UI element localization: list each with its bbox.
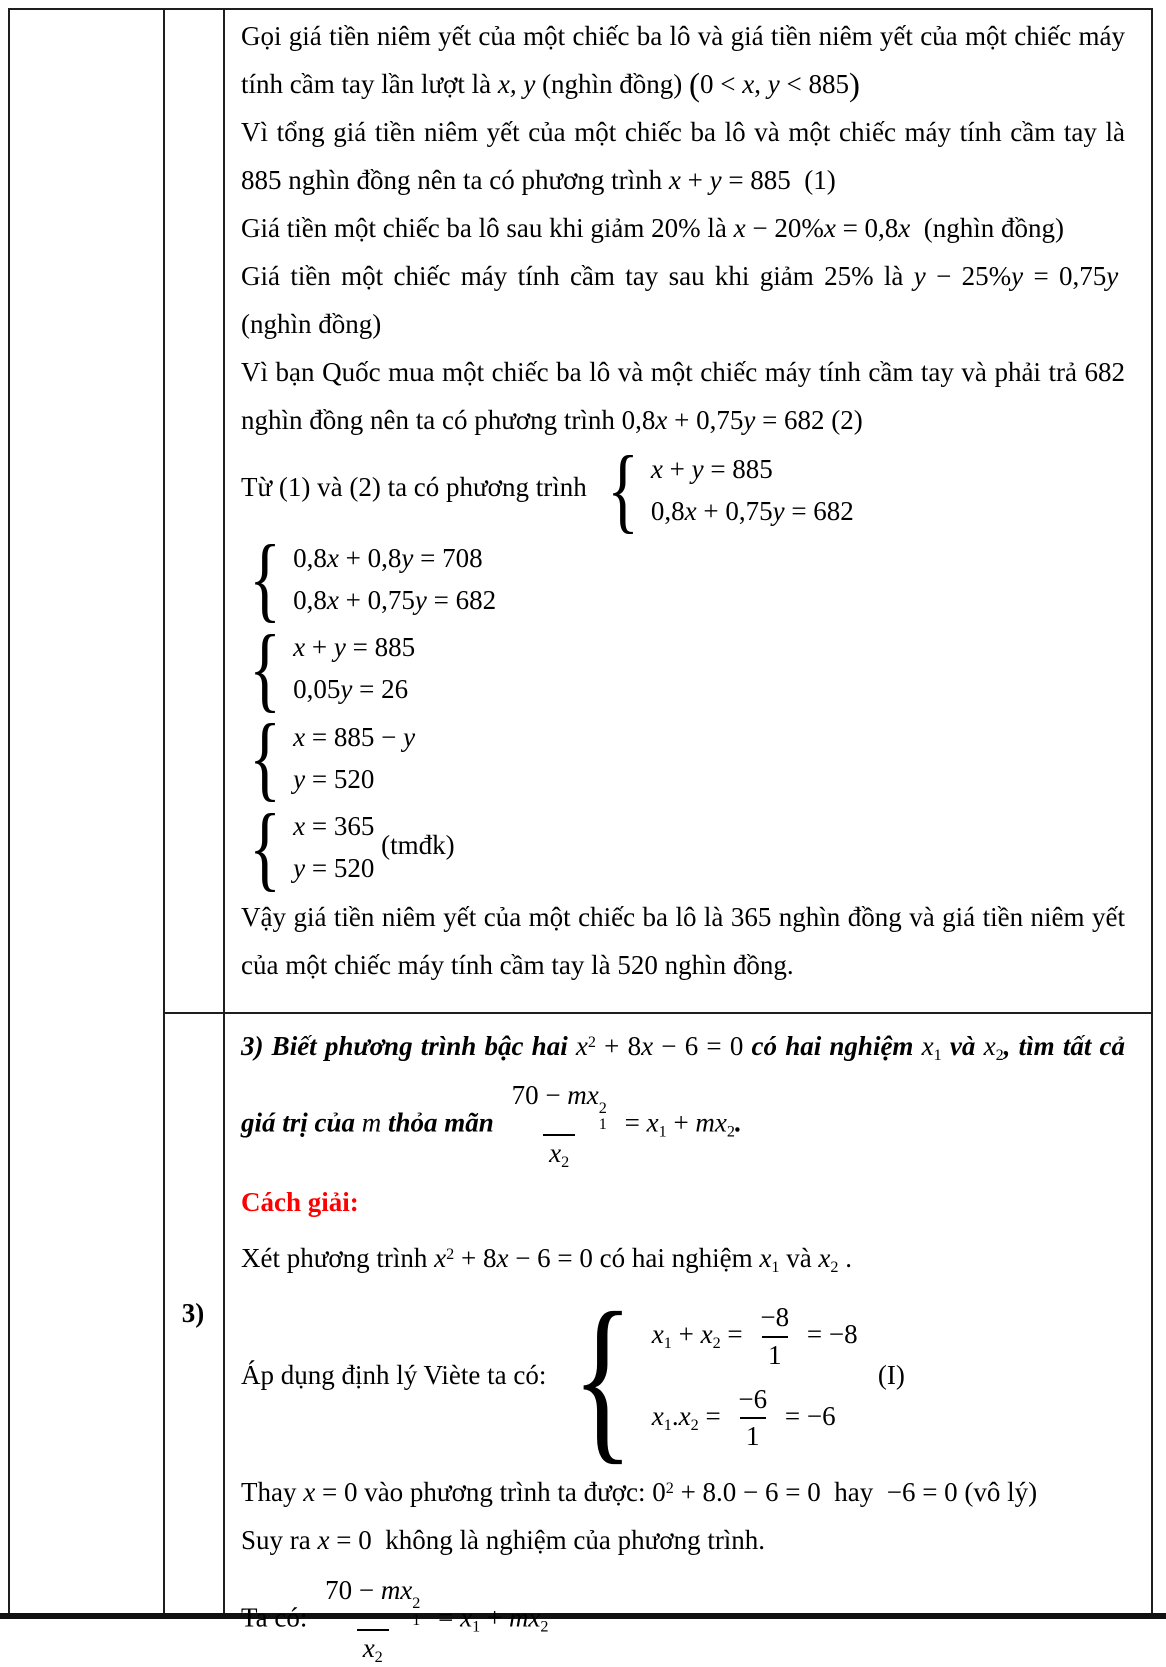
text-run: x: [759, 1243, 772, 1274]
equation-system: [560, 1273, 858, 1480]
text-run: x: [575, 1031, 588, 1062]
para-calculator-discount: [241, 252, 1125, 348]
solution-problem-3-content: [241, 1018, 1125, 1666]
text-run: x: [684, 495, 697, 526]
text-run: x: [496, 1243, 509, 1274]
text-run: x, y: [497, 69, 536, 99]
text-run: < 885: [779, 69, 849, 99]
stacked-sub-sup: 2 1: [598, 1098, 607, 1134]
text-run: y: [1011, 261, 1024, 291]
text-run: x: [434, 1243, 447, 1274]
equation-system: [243, 793, 375, 900]
text-run: − 6 = 0 có hai nghiệm: [508, 1243, 760, 1274]
para-define-variables: [241, 12, 1125, 108]
text-run: −8: [760, 1302, 790, 1332]
text-run: (: [689, 67, 701, 104]
text-run: =: [720, 1318, 750, 1349]
text-run: + 8: [595, 1031, 642, 1062]
text-run: mx: [380, 1575, 413, 1606]
text-run: x: [678, 1400, 691, 1431]
text-run: (tmđk): [374, 829, 455, 860]
para-problem-3-statement: [241, 1018, 1125, 1172]
system-equation-line: [293, 626, 415, 668]
text-run: (nghìn đồng): [535, 69, 690, 99]
system-equation-line: [293, 537, 496, 579]
text-run: x: [362, 1633, 375, 1664]
system-equation-line: [652, 1296, 858, 1378]
system-brace: {: [572, 1273, 634, 1480]
text-run: − 20%: [745, 213, 824, 243]
text-run: y: [414, 585, 427, 616]
text-run: +: [662, 453, 692, 484]
fraction: [754, 1301, 795, 1373]
text-run: = 0,8: [835, 213, 899, 243]
text-run: 0,05: [293, 674, 341, 705]
text-run: x: [983, 1031, 996, 1062]
system-brace: {: [249, 704, 281, 811]
text-run: 0 <: [700, 69, 743, 99]
text-run: Thay: [241, 1477, 304, 1508]
text-run: 2: [561, 1152, 570, 1171]
text-run: = 365: [305, 811, 375, 842]
text-run: mx: [695, 1107, 727, 1138]
para-system-solution: [241, 793, 1125, 900]
text-run: 2: [995, 1045, 1004, 1064]
system-equation-line: [293, 579, 496, 621]
text-run: Vậy giá tiền niêm yết của một chiếc ba lô là 365 nghìn đồng và giá tiền niêm yết của một chiếc máy tính cầm tay là 520 nghìn đồng.: [241, 901, 1125, 980]
text-run: ,: [754, 69, 768, 99]
text-run: y: [293, 853, 306, 884]
text-run: x: [818, 1243, 831, 1274]
system-brace: {: [249, 793, 281, 900]
system-equation-line: [651, 490, 854, 532]
text-run: Gọi giá tiền niêm yết của một chiếc ba lô và giá tiền niêm yết của một chiếc máy tính cầm tay lần lượt là: [241, 21, 1125, 99]
text-run: = 682: [784, 495, 854, 526]
text-run: −6: [738, 1383, 768, 1414]
text-run: + 0,8: [338, 543, 402, 574]
text-run: = −6: [778, 1400, 836, 1431]
text-run: =: [698, 1400, 728, 1431]
table-row-divider: [163, 1012, 1153, 1014]
para-system-step-2: [241, 525, 1125, 632]
text-run: 2: [830, 1257, 839, 1276]
system-equation-line: [293, 758, 415, 800]
text-run: Vì tổng giá tiền niêm yết của một chiếc ba lô và một chiếc máy tính cầm tay là 885 nghìn đồng nên ta có phương trình: [241, 117, 1125, 195]
text-run: .: [838, 1243, 852, 1274]
text-run: có hai nghiệm: [743, 1031, 922, 1062]
para-equation-1: [241, 108, 1125, 204]
fraction: [319, 1574, 426, 1667]
text-run: = 885 (1): [721, 165, 836, 195]
table-border-right: [1151, 8, 1153, 1615]
text-run: Giá tiền một chiếc ba lô sau khi giảm 20% là: [241, 213, 734, 243]
text-run: = 885: [703, 453, 773, 484]
text-run: y: [403, 721, 416, 752]
text-run: Vì bạn Quốc mua một chiếc ba lô và một chiếc máy tính cầm tay và phải trả 682 nghìn đồng nên ta có phương trình 0,8: [241, 357, 1125, 435]
text-run: 1: [658, 1122, 667, 1141]
text-run: 2: [690, 1415, 699, 1434]
text-run: = −8: [800, 1318, 858, 1349]
text-run: y: [691, 453, 704, 484]
text-run: = 0 vào phương trình ta được: 0: [315, 1477, 666, 1508]
text-run: y: [743, 405, 756, 435]
text-run: x: [326, 585, 339, 616]
text-run: x: [293, 721, 306, 752]
text-run: = 0 không là nghiệm của phương trình.: [329, 1525, 766, 1556]
text-run: +: [680, 165, 710, 195]
table-border-left: [8, 8, 10, 1615]
text-run: x: [646, 1107, 659, 1138]
text-run: y: [401, 543, 414, 574]
text-run: x: [668, 165, 681, 195]
text-run: và: [941, 1031, 984, 1062]
text-run: = 885 −: [305, 721, 404, 752]
text-run: x: [460, 1602, 473, 1633]
text-run: (nghìn đồng): [241, 261, 1126, 339]
text-run: y: [767, 69, 780, 99]
para-main-fraction: [241, 1574, 1125, 1667]
table-column-divider-2: [223, 8, 225, 1615]
equation-system: [243, 525, 497, 632]
text-run: = 682: [426, 585, 497, 616]
text-run: y: [772, 495, 785, 526]
solution-problem-2-content: [241, 12, 1125, 1010]
text-run: mx: [508, 1602, 541, 1633]
para-equation-2: [241, 348, 1125, 444]
text-run: x: [655, 405, 668, 435]
text-run: + 8.0 − 6 = 0 hay −6 = 0 (vô lý): [673, 1477, 1038, 1508]
system-equation-line: [652, 1378, 858, 1460]
text-run: x: [651, 1318, 664, 1349]
text-run: x: [921, 1031, 934, 1062]
system-equation-line: [293, 805, 374, 847]
text-run: 1: [771, 1257, 780, 1276]
text-run: 3) Biết phương trình bậc hai: [241, 1031, 576, 1062]
text-run: 1: [663, 1333, 672, 1352]
text-run: − 6 = 0: [653, 1031, 744, 1062]
text-run: + 8: [454, 1243, 497, 1274]
text-run: x: [326, 543, 339, 574]
text-run: 2: [446, 1245, 455, 1263]
text-run: y: [1106, 261, 1119, 291]
para-system-step-4: [241, 704, 1125, 811]
text-run: 2: [540, 1617, 549, 1636]
text-run: = 708: [413, 543, 483, 574]
text-run: .: [671, 1400, 679, 1431]
para-solution-heading: [241, 1178, 1125, 1226]
text-run: x: [742, 69, 755, 99]
text-run: x: [641, 1031, 654, 1062]
text-run: 1: [746, 1421, 760, 1452]
text-run: = 520: [305, 763, 375, 794]
text-run: (nghìn đồng): [910, 213, 1065, 243]
text-run: 1: [933, 1045, 942, 1064]
text-run: = 0,75: [1023, 261, 1107, 291]
text-run: − 25%: [925, 261, 1012, 291]
text-run: y: [333, 632, 346, 663]
text-run: Suy ra: [241, 1525, 318, 1556]
system-equation-line: [293, 668, 415, 710]
text-run: 0,8: [293, 585, 327, 616]
text-run: Áp dụng định lý Viète ta có:: [241, 1359, 547, 1390]
text-run: = 885: [345, 632, 416, 663]
text-run: mx: [567, 1079, 599, 1110]
text-run: 2: [665, 1479, 674, 1498]
text-run: x: [823, 213, 836, 243]
para-consider-equation: [241, 1230, 1125, 1291]
para-system-combined: [241, 435, 1125, 543]
para-system-step-3: [241, 614, 1125, 721]
text-run: x: [303, 1477, 316, 1508]
text-run: = 520: [305, 853, 375, 884]
text-run: + 0,75: [696, 495, 773, 526]
text-run: 2: [587, 1033, 596, 1051]
text-run: .: [735, 1107, 742, 1138]
equation-system: [601, 435, 854, 543]
text-run: y: [293, 763, 306, 794]
text-run: 2: [374, 1647, 383, 1666]
para-substitute-zero: [241, 1464, 1125, 1516]
text-run: thỏa mãn: [381, 1107, 501, 1138]
text-run: x: [651, 1400, 664, 1431]
text-run: 1: [768, 1339, 782, 1370]
fraction: [506, 1079, 613, 1172]
system-equation-line: [293, 847, 374, 889]
table-border-top: [8, 8, 1153, 10]
para-conclusion: [241, 893, 1125, 989]
text-run: Giá tiền một chiếc máy tính cầm tay sau khi giảm 25% là: [241, 261, 914, 291]
text-run: 0,8: [293, 543, 327, 574]
system-brace: {: [249, 614, 281, 721]
text-run: =: [617, 1107, 647, 1138]
system-equation-line: [651, 448, 854, 490]
text-run: = 26: [352, 674, 409, 705]
text-run: 2: [726, 1122, 735, 1141]
text-run: y: [340, 674, 353, 705]
text-run: Cách giải:: [241, 1187, 359, 1217]
equation-system: [243, 704, 416, 811]
text-run: ): [848, 67, 860, 104]
system-brace: {: [606, 435, 639, 543]
para-zero-not-root: [241, 1516, 1125, 1564]
text-run: = 682 (2): [755, 405, 863, 435]
text-run: =: [431, 1602, 461, 1633]
text-run: 70 −: [511, 1079, 568, 1110]
text-run: +: [480, 1602, 509, 1633]
text-run: x: [733, 213, 746, 243]
text-run: m: [361, 1107, 382, 1138]
text-run: Ta có:: [241, 1602, 315, 1633]
text-run: 1: [472, 1617, 481, 1636]
text-run: y: [913, 261, 926, 291]
fraction: [732, 1383, 773, 1455]
text-run: 0,8: [650, 495, 685, 526]
text-run: Xét phương trình: [241, 1243, 435, 1274]
text-run: + 0,75: [667, 405, 744, 435]
text-run: 1: [663, 1415, 672, 1434]
text-run: Từ (1) và (2) ta có phương trình: [241, 471, 587, 502]
text-run: x: [293, 632, 306, 663]
system-equation-line: [293, 716, 415, 758]
text-run: (I): [857, 1359, 905, 1390]
text-run: x: [650, 453, 663, 484]
para-viete-system: [241, 1273, 1125, 1480]
text-run: +: [305, 632, 334, 663]
text-run: x: [293, 811, 306, 842]
system-brace: {: [249, 525, 281, 632]
text-run: và: [779, 1243, 819, 1274]
text-run: x: [549, 1137, 562, 1168]
text-run: + 0,75: [338, 585, 415, 616]
text-run: x: [317, 1525, 330, 1556]
text-run: +: [666, 1107, 696, 1138]
text-run: x: [898, 213, 911, 243]
text-run: +: [671, 1318, 701, 1349]
row-label-problem-3: 3): [181, 1298, 205, 1328]
para-backpack-discount: [241, 204, 1125, 252]
text-run: , tìm tất cả giá trị của: [241, 1031, 1125, 1138]
text-run: 70 −: [325, 1575, 381, 1606]
stacked-sub-sup: 2 1: [412, 1594, 421, 1629]
text-run: 2: [712, 1333, 721, 1352]
text-run: y: [709, 165, 722, 195]
text-run: x: [700, 1318, 713, 1349]
equation-system: [243, 614, 416, 721]
